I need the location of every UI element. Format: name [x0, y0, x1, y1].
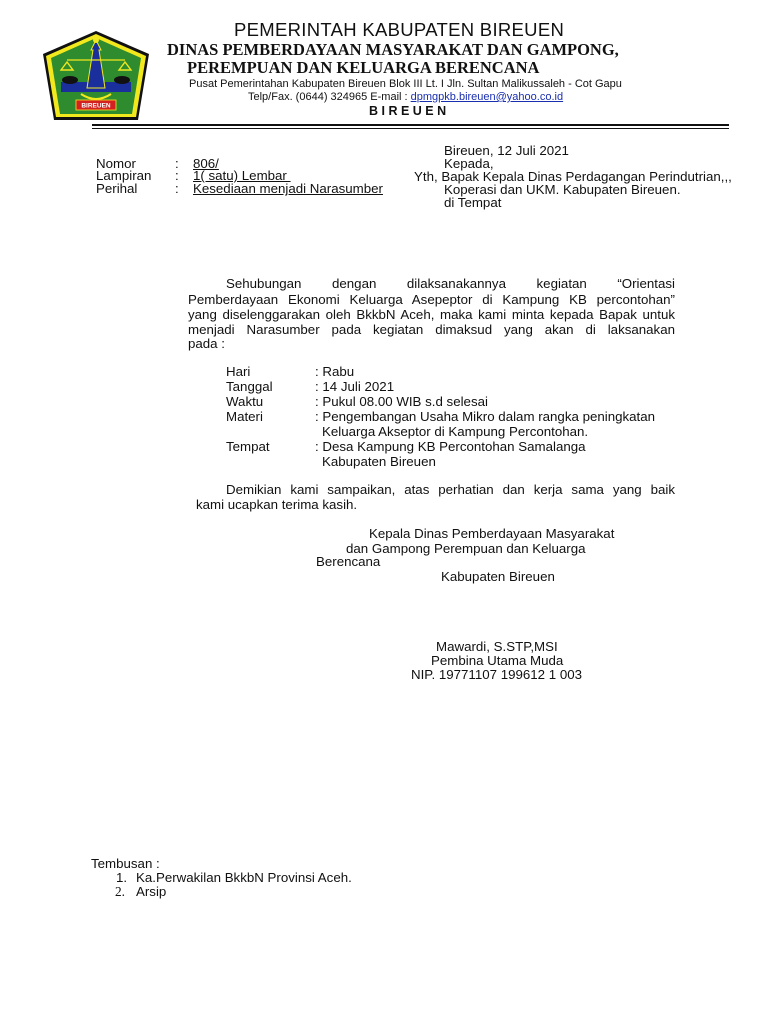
signatory-nip: NIP. 19771107 199612 1 003 [411, 667, 583, 682]
logo-tower-top [93, 37, 99, 43]
agency-name-line2: PEREMPUAN DAN KELUARGA BERENCANA [187, 58, 540, 77]
detail-label-tempat: Tempat [226, 439, 270, 454]
cc-item-number: 2. [115, 884, 125, 899]
signatory-name: Mawardi, S.STP,MSI [436, 639, 558, 654]
field-nomor-value: 806/ [193, 156, 219, 171]
paragraph-line: Sehubungan dengan dilaksanakannya kegiatan “Orientasi [226, 276, 675, 291]
cc-item-text: Arsip [136, 884, 167, 899]
detail-value-hari: : Rabu [315, 364, 355, 379]
cc-item-number: 1. [116, 870, 128, 885]
logo-left-emblem [62, 76, 78, 84]
detail-value-waktu: : Pukul 08.00 WIB s.d selesai [315, 394, 488, 409]
signatory-title-line4: Kabupaten Bireuen [441, 569, 555, 584]
cc-label: Tembusan : [91, 856, 160, 871]
letterhead-divider-thin [92, 128, 729, 129]
detail-value-tanggal: : 14 Juli 2021 [315, 379, 395, 394]
field-perihal-label: Perihal [96, 181, 138, 196]
signatory-title-line2: dan Gampong Perempuan dan Keluarga [346, 541, 586, 556]
recipient-line2: Koperasi dan UKM. Kabupaten Bireuen. [444, 182, 681, 197]
detail-label-hari: Hari [226, 364, 251, 379]
field-nomor-label: Nomor [96, 156, 136, 171]
office-city: B I R E U E N [369, 104, 447, 118]
closing-line: Demikian kami sampaikan, atas perhatian dan kerja sama yang baik [226, 482, 675, 497]
field-lampiran-value: 1( satu) Lembar [193, 168, 291, 183]
agency-name-line1: DINAS PEMBERDAYAAN MASYARAKAT DAN GAMPONG, [167, 40, 619, 59]
detail-value-materi-cont: Keluarga Akseptor di Kampung Percontohan. [322, 424, 589, 439]
letter-date: Bireuen, 12 Juli 2021 [444, 143, 569, 158]
detail-value-tempat: : Desa Kampung KB Percontohan Samalanga [315, 439, 586, 454]
signatory-title-line3: Berencana [316, 554, 381, 569]
logo-banner-text: BIREUEN [81, 102, 111, 110]
detail-label-waktu: Waktu [226, 394, 264, 409]
detail-label-materi: Materi [226, 409, 263, 424]
recipient-kepada: Kepada, [444, 156, 494, 171]
logo-right-emblem [114, 76, 130, 84]
detail-label-tanggal: Tanggal [226, 379, 273, 394]
office-address: Pusat Pemerintahan Kabupaten Bireuen Blok III Lt. I Jln. Sultan Malikussaleh - Cot Gapu [189, 78, 622, 90]
field-perihal-value: Kesediaan menjadi Narasumber [193, 181, 383, 196]
paragraph-line: pada : [188, 336, 225, 351]
detail-value-tempat-cont: Kabupaten Bireuen [322, 454, 436, 469]
field-lampiran-label: Lampiran [96, 168, 152, 183]
contact-phone: Telp/Fax. (0644) 324965 E-mail : [248, 91, 411, 103]
government-title: PEMERINTAH KABUPATEN BIREUEN [234, 19, 565, 40]
paragraph-line: menjadi Narasumber pada kegiatan dimaksud yang akan di laksanakan [188, 322, 675, 337]
paragraph-line: Pemberdayaan Ekonomi Keluarga Asepeptor di Kampung KB percontohan” [188, 292, 675, 307]
field-perihal-sep: : [175, 181, 179, 196]
detail-value-materi: : Pengembangan Usaha Mikro dalam rangka peningkatan [315, 409, 656, 424]
cc-item-text: Ka.Perwakilan BkkbN Provinsi Aceh. [136, 870, 352, 885]
office-contact [248, 91, 563, 103]
signatory-rank: Pembina Utama Muda [431, 653, 564, 668]
recipient-place: di Tempat [444, 195, 502, 210]
bireuen-regency-logo [41, 30, 151, 122]
field-lampiran-sep: : [175, 168, 179, 183]
signatory-title-line1: Kepala Dinas Pemberdayaan Masyarakat [369, 526, 615, 541]
field-nomor-sep: : [175, 156, 179, 171]
recipient-line1: Yth, Bapak Kepala Dinas Perdagangan Perindutrian,,, [414, 169, 732, 184]
paragraph-line: yang diselenggarakan oleh BkkbN Aceh, maka kami minta kepada Bapak untuk [188, 307, 675, 322]
letterhead-divider [92, 124, 729, 126]
contact-email-link[interactable]: dpmgpkb.bireuen@yahoo.co.id [410, 91, 564, 103]
closing-line: kami ucapkan terima kasih. [196, 497, 358, 512]
